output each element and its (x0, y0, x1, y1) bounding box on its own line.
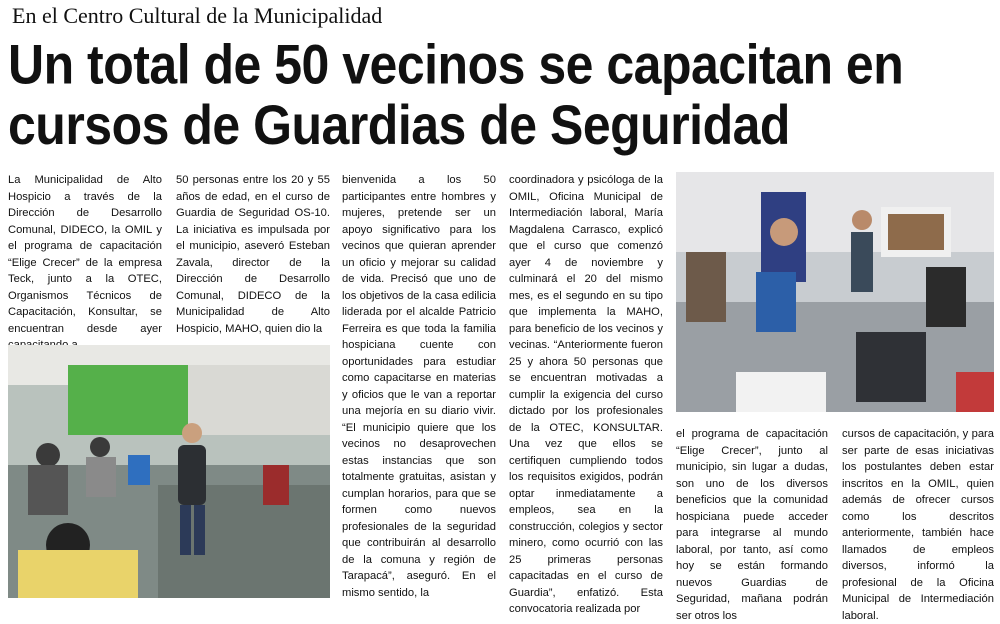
classroom-photo-right-image (676, 172, 994, 412)
classroom-photo-left-image (8, 345, 330, 598)
article-column-2: 50 personas entre los 20 y 55 años de edad, en el curso de Guardia de Seguridad OS-10. La iniciativa es impulsada por el municipio, aseveró Esteban Zavala, director de la Dirección de Desarrollo Comunal, DIDECO de la Municipalidad de Alto Hospicio, MAHO, quien dio la (176, 174, 330, 335)
article-column-4: coordinadora y psicóloga de la OMIL, Oficina Municipal de Intermediación laboral, María Magdalena Carrasco, explicó que el curso que comenzó ayer 4 de noviembre y culminará el 20 del mismo mes, es el segundo en su tipo que implementa la MAHO, para beneficio de los vecinos y vecinas. “Anteriormente fueron 25 y ahora 50 personas que se encuentran motivadas a cumplir la exigencia del curso dictado por los profesionales de la OTEC, KONSULTAR. Una vez que ellos se certifiquen cumpliendo todos los requisitos exigidos, podrán optar inmediatamente a empleos, sea en la construcción, colegios y sector minero, como ocurrió con las 25 primeras personas capacitadas en el curso de Guardia”, enfatizó. Esta convocatoria realizada por (509, 174, 663, 615)
classroom-photo-left (8, 345, 330, 598)
classroom-photo-right (676, 172, 994, 412)
article-column-1: La Municipalidad de Alto Hospicio a través de la Dirección de Desarrollo Comunal, DIDECO, la OMIL y el programa de capacitación “Elige Crecer” de la empresa Teck, junto a la OTEC, Organismos Técnicos de Capacitación, Konsultar, se encuentran desde ayer (8, 174, 162, 335)
article-column-5: el programa de capacitación “Elige Crecer”, junto al municipio, sin lugar a dudas, son uno de los diversos beneficios que la comunidad hospiciana puede acceder para integrarse al mundo laboral, por tanto, así como hoy se están formando nuevos Guardias de Seguridad, mañana podrán ser otros los (676, 428, 828, 622)
article-column-6: cursos de capacitación, y para ser parte de esas iniciativas los postulantes deben estar inscritos en la OMIL, quien además de ofrecer cursos como los descritos anteriormente, también hace llamados de empleos diversos, informó la profesional de la Oficina Municipal de Intermediación laboral. (842, 428, 994, 622)
article-column-3: bienvenida a los 50 participantes entre hombres y mujeres, pretende ser un apoyo significativo para los vecinos que quieran aprender un oficio y mejorar su calidad de vida. Precisó que uno de los objetivos de la casa edilicia liderada por el alcalde Patricio Ferreira es que toda la familia hospiciana cuente con oportunidades para estudiar como capacitarse en materias y oficios que le van a reportar una mejoría en su diario vivir. “El municipio quiere que los vecinos no desaprovechen estas instancias que son totalmente gratuitas, asistan y cumplan horarios, para que se formen como nuevos profesionales de la seguridad que contribuirán al desarrollo de la comuna y región de Tarapacá”, aseguró. En el mismo sentido, la (342, 174, 496, 599)
headline: Un total de 50 vecinos se capacitan en cursos de Guardias de Seguridad (8, 32, 904, 157)
kicker: En el Centro Cultural de la Municipalidad (12, 3, 383, 28)
